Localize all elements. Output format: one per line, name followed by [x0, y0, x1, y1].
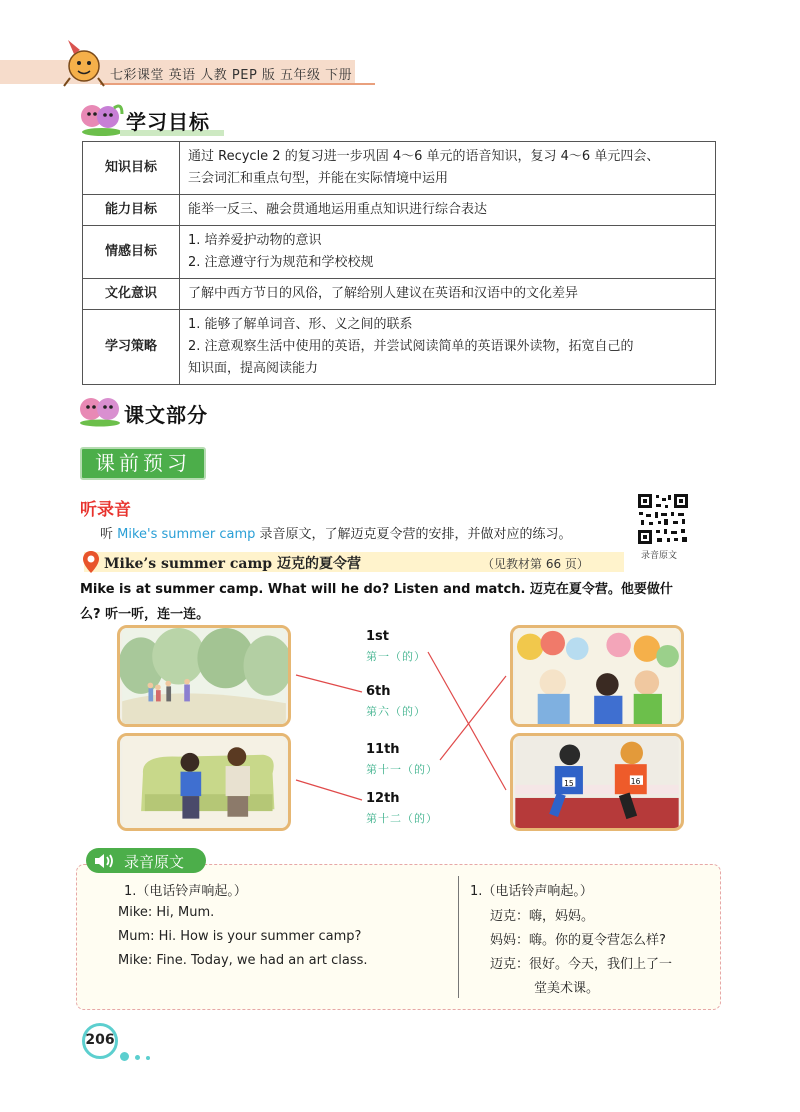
- instruction-line: Mike is at summer camp. What will he do? Listen and match. 迈克在夏令营。他要做什: [80, 582, 673, 597]
- row-line: 了解中西方节日的风俗，了解给别人建议在英语和汉语中的文化差异: [188, 286, 579, 301]
- match-line: [440, 676, 506, 760]
- listen-title: 听录音: [80, 500, 131, 520]
- row-line: 能举一反三、融会贯通地运用重点知识进行综合表达: [188, 202, 488, 217]
- transcript-en-line: Mike: Fine. Today, we had an art class.: [118, 953, 368, 968]
- row-line: 通过 Recycle 2 的复习进一步巩固 4～6 单元的语音知识，复习 4～6 单元四会、: [188, 149, 660, 164]
- ordinal-en: 6th: [366, 684, 391, 699]
- ordinal-cn: 第十一（的）: [366, 763, 438, 776]
- transcript-en-line: 1.（电话铃声响起。）: [124, 884, 247, 899]
- transcript-cn-line: 迈克：很好。今天，我们上了一: [490, 957, 673, 972]
- speaker-icon[interactable]: [93, 852, 115, 870]
- decor-dot: [135, 1055, 140, 1060]
- runner-number: 15: [564, 778, 574, 788]
- match-line: [428, 652, 506, 790]
- qr-label: 录音原文: [641, 551, 678, 561]
- transcript-cn-line: 迈克：嗨，妈妈。: [490, 909, 595, 924]
- row-line: 1. 培养爱护动物的意识: [188, 233, 322, 248]
- ordinal-en: 12th: [366, 791, 400, 806]
- ordinal-cn: 第六（的）: [366, 705, 426, 718]
- match-line: [296, 675, 362, 692]
- row-key: 能力目标: [83, 195, 180, 226]
- camp-title: Mike’s summer camp 迈克的夏令营: [104, 556, 361, 572]
- ordinal-en: 1st: [366, 629, 389, 644]
- intro-text: 听: [100, 527, 118, 542]
- transcript-divider: [458, 876, 459, 998]
- preview-button[interactable]: 课前预习: [80, 447, 206, 480]
- intro-text: 录音原文，了解迈克夏令营的安排，并做对应的练习。: [255, 527, 572, 542]
- runner-number: 16: [630, 776, 641, 786]
- transcript-en-line: Mum: Hi. How is your summer camp?: [118, 929, 362, 944]
- row-line: 1. 能够了解单词音、形、义之间的联系: [188, 317, 413, 332]
- transcript-en-line: Mike: Hi, Mum.: [118, 905, 215, 920]
- row-line: 知识面，提高阅读能力: [188, 361, 319, 376]
- row-key: 知识目标: [83, 142, 180, 195]
- row-key: 文化意识: [83, 279, 180, 310]
- match-line: [296, 780, 362, 800]
- transcript-cn-line: 堂美术课。: [534, 981, 600, 996]
- instruction-line: 么? 听一听，连一连。: [80, 607, 210, 622]
- transcript-cn-line: 1.（电话铃声响起。）: [470, 884, 593, 899]
- transcript-cn-line: 妈妈：嗨。你的夏令营怎么样?: [490, 933, 666, 948]
- decor-dot: [146, 1056, 150, 1060]
- text-section-title: 课文部分: [124, 403, 208, 427]
- page-number: 206: [85, 1032, 115, 1048]
- ordinal-cn: 第一（的）: [366, 650, 426, 663]
- row-line: 三会词汇和重点句型，并能在实际情境中运用: [188, 171, 449, 186]
- ordinal-cn: 第十二（的）: [366, 812, 438, 825]
- objectives-title: 学习目标: [126, 110, 210, 134]
- row-line: 2. 注意观察生活中使用的英语，并尝试阅读简单的英语课外读物，拓宽自己的: [188, 339, 634, 354]
- row-line: 2. 注意遵守行为规范和学校校规: [188, 255, 374, 270]
- header-title: 七彩课堂 英语 人教 PEP 版 五年级 下册: [110, 68, 353, 83]
- camp-reference: （见教材第 66 页）: [482, 557, 589, 571]
- row-key: 学习策略: [83, 310, 180, 385]
- transcript-tag-label: 录音原文: [124, 853, 185, 871]
- row-key: 情感目标: [83, 226, 180, 279]
- intro-highlight: Mike's summer camp: [117, 527, 256, 542]
- ordinal-en: 11th: [366, 742, 400, 757]
- decor-dot: [120, 1052, 129, 1061]
